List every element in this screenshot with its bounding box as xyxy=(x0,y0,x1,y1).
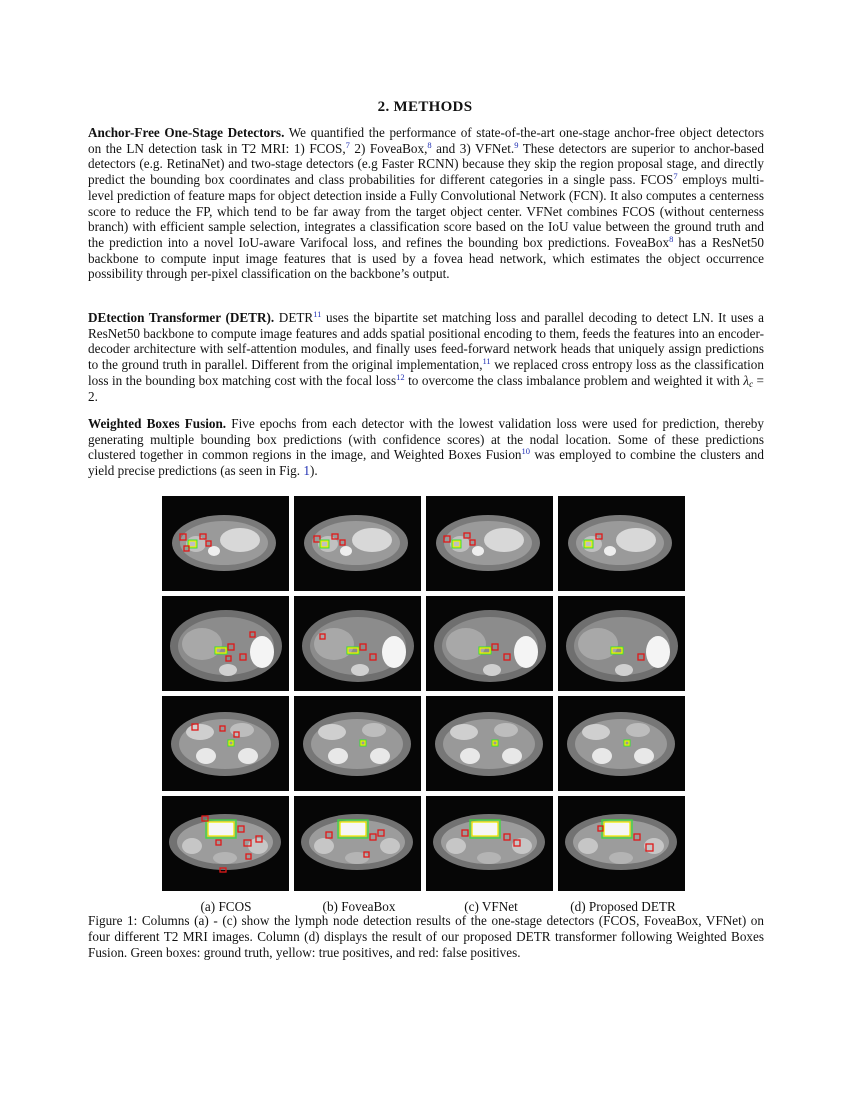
citation-link[interactable]: 12 xyxy=(396,371,405,382)
paragraph-wbf xyxy=(88,416,764,479)
text-run: = 2. xyxy=(88,372,764,404)
run-in-heading: Weighted Boxes Fusion. xyxy=(88,416,227,431)
text-run: Five epochs from each detector with the lowest validation loss were used for prediction, thereby generating multiple bounding box predictions (with confidence scores) at the nodal location. Some of these predictions clustered together in common regions in the image, and Weighted Boxes Fusion xyxy=(88,416,764,463)
mri-panel xyxy=(162,596,289,691)
citation-link[interactable]: 7 xyxy=(345,139,350,150)
paragraph-anchor-free xyxy=(88,125,764,282)
mri-panel xyxy=(426,496,553,591)
citation-link[interactable]: 11 xyxy=(313,309,322,319)
mri-panel xyxy=(426,696,553,791)
text-run: 2) FoveaBox, xyxy=(349,140,428,156)
text-run: has a ResNet50 backbone to compute input image features that is used by a fovea head network, which estimates the object occurrence possibility through per-pixel classification on the backbone’s output. xyxy=(88,234,764,282)
figure-mri-grid xyxy=(162,496,685,893)
citation-link[interactable]: 8 xyxy=(669,233,674,244)
mri-panel xyxy=(558,496,685,591)
mri-panel xyxy=(426,796,553,891)
paragraph-detr xyxy=(88,310,764,404)
column-label-foveabox: (b) FoveaBox xyxy=(322,899,396,914)
mri-panel xyxy=(558,796,685,891)
citation-link[interactable]: 10 xyxy=(521,446,531,457)
figure-caption: Figure 1: Columns (a) - (c) show the lymph node detection results of the one-stage detectors (FCOS, FoveaBox, VFNet) on four different T2 MRI images. Column (d) displays the result of our proposed DETR transformer following Weighted Boxes Fusion. Green boxes: ground truth, yellow: true positives, and red: false positives. xyxy=(88,913,764,960)
mri-panel xyxy=(294,496,421,591)
mri-panel xyxy=(162,796,289,891)
text-run: we replaced cross entropy loss as the classification loss in the bounding box matching cost with the focal loss xyxy=(88,357,764,388)
citation-link[interactable]: 8 xyxy=(427,139,432,150)
column-label-detr: (d) Proposed DETR xyxy=(570,899,676,914)
run-in-heading: DEtection Transformer (DETR). xyxy=(88,310,275,325)
text-run: uses the bipartite set matching loss and parallel decoding to detect LN. It uses a ResNet50 backbone to compute image features and adds spatial positional encoding to them, feeds the features into an encoder-decoder architecture with self-attention modules, and finally uses feed-forward network heads that uniquely assign predictions to the ground truth in parallel. Different from the original implementation, xyxy=(88,310,764,373)
text-run: DETR xyxy=(274,310,314,325)
mri-panel xyxy=(426,596,553,691)
run-in-heading: Anchor-Free One-Stage Detectors. xyxy=(88,125,285,140)
text-run: These detectors are superior to anchor-based detectors (e.g. RetinaNet) and two-stage detectors (e.g Faster RCNN) because they skip the region proposal stage, and directly predict the bounding box coordinates and class probabilities for different categories in a single pass. FCOS xyxy=(88,140,765,188)
text-run: ). xyxy=(309,463,318,479)
column-label-fcos: (a) FCOS xyxy=(200,899,252,914)
mri-panel xyxy=(558,696,685,791)
mri-panel xyxy=(558,596,685,691)
mri-panel xyxy=(294,596,421,691)
text-run: to overcome the class imbalance problem and weighted it with xyxy=(404,372,744,388)
text-run: and 3) VFNet. xyxy=(431,140,515,156)
figure-link[interactable]: 1 xyxy=(303,463,310,479)
citation-link[interactable]: 11 xyxy=(482,356,491,367)
text-run: We quantified the performance of state-of-the-art one-stage anchor-free object detectors on the LN detection task in T2 MRI: 1) FCOS, xyxy=(88,125,764,156)
mri-panel xyxy=(294,696,421,791)
lambda-symbol: $\lambda_c$ xyxy=(743,372,754,389)
text-run: employs multi-level prediction of feature maps for object detection inside a Fully Convolutional Network (FCN). It also computes a centerness score to reduce the FP, which tend to be far away from the target object center. VFNet combines FCOS (without centerness branch) with efficient sample selection, integrates a classification score based on the IoU value between the ground truth and the prediction into a novel IoU-aware Varifocal loss, and refines the bounding box predictions. FoveaBox xyxy=(88,172,764,250)
mri-panel xyxy=(162,496,289,591)
citation-link[interactable]: 7 xyxy=(673,171,678,182)
text-run: was employed to combine the clusters and yield precise predictions (as seen in Fig. xyxy=(88,447,764,479)
citation-link[interactable]: 9 xyxy=(514,139,519,150)
mri-panel xyxy=(294,796,421,891)
mri-panel xyxy=(162,696,289,791)
column-label-vfnet: (c) VFNet xyxy=(464,899,518,914)
section-title: 2. METHODS xyxy=(377,99,473,115)
